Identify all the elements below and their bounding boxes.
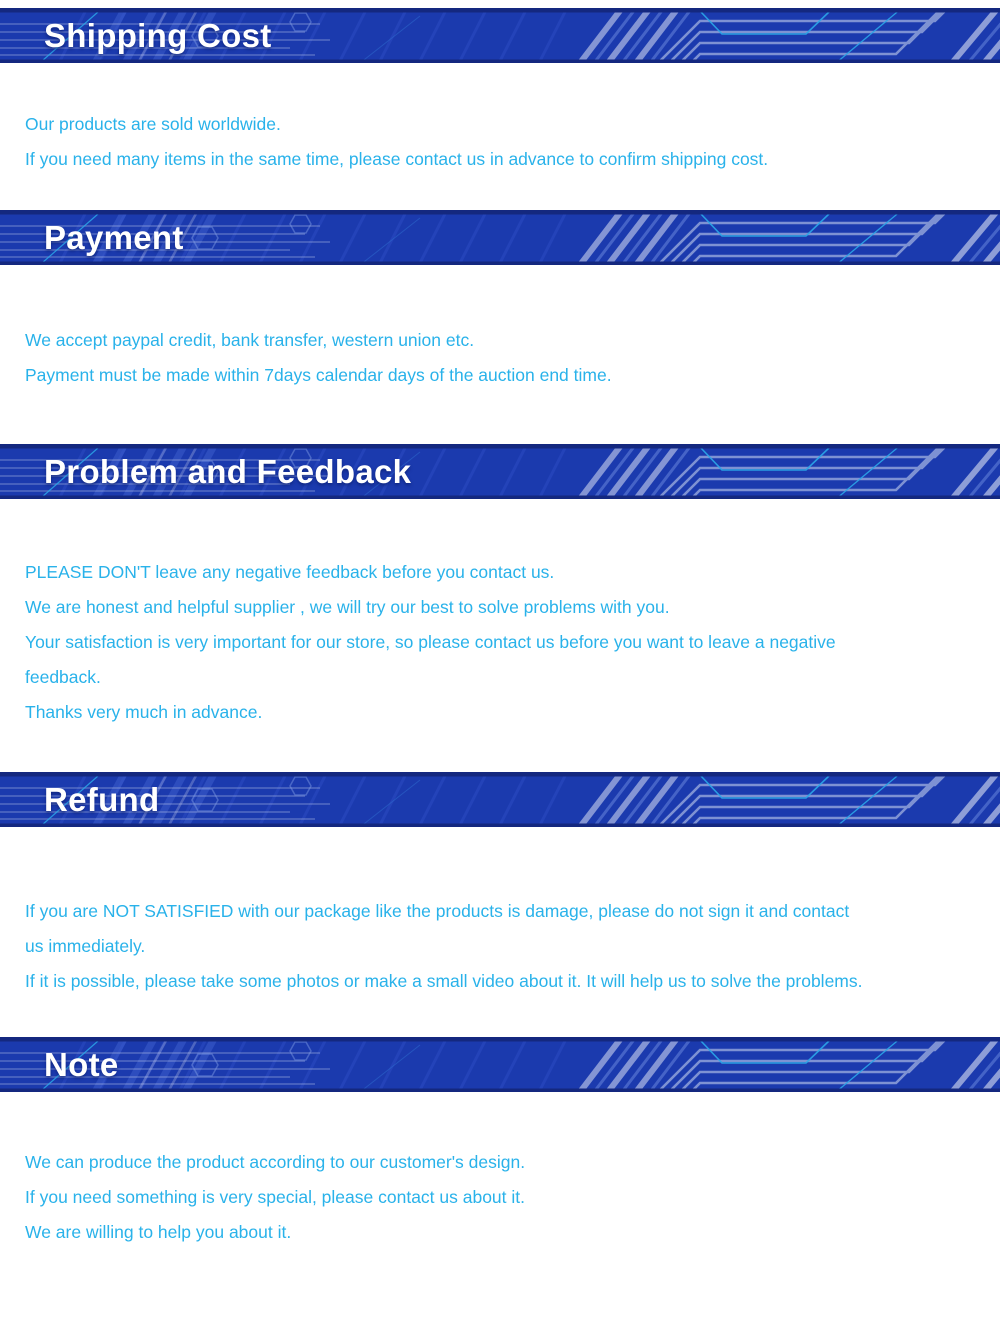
listing-description-page	[0, 8, 1000, 1319]
text-line: Thanks very much in advance.	[25, 702, 263, 722]
text-line: If you need something is very special, please contact us about it.	[25, 1187, 526, 1207]
section-banner-payment	[0, 210, 1000, 265]
section-body-refund	[0, 894, 1000, 999]
section-title-refund: Refund	[44, 781, 160, 818]
section-title-problem-feedback: Problem and Feedback	[44, 453, 412, 490]
section-body-payment	[0, 323, 1000, 393]
text-line: If you are NOT SATISFIED with our package like the products is damage, please do not sign it and contact	[25, 901, 850, 921]
section-banner-shipping-cost	[0, 8, 1000, 63]
text-line: We are willing to help you about it.	[25, 1222, 292, 1242]
section-body-note	[0, 1145, 1000, 1250]
text-line: Our products are sold worldwide.	[25, 114, 281, 134]
section-title-payment: Payment	[44, 219, 184, 256]
text-line: feedback.	[25, 667, 101, 687]
text-line: We are honest and helpful supplier , we will try our best to solve problems with you.	[25, 597, 670, 617]
section-body-problem-feedback	[0, 555, 1000, 730]
section-banner-refund	[0, 772, 1000, 827]
section-banner-note	[0, 1037, 1000, 1092]
text-line: If you need many items in the same time, please contact us in advance to confirm shipping cost.	[25, 149, 769, 169]
text-line: us immediately.	[25, 936, 146, 956]
text-line: Your satisfaction is very important for our store, so please contact us before you want to leave a negative	[25, 632, 836, 652]
text-line: We accept paypal credit, bank transfer, western union etc.	[25, 330, 475, 350]
section-title-shipping-cost: Shipping Cost	[44, 17, 272, 54]
text-line: Payment must be made within 7days calendar days of the auction end time.	[25, 365, 612, 385]
text-line: If it is possible, please take some photos or make a small video about it. It will help us to solve the problems.	[25, 971, 863, 991]
section-banner-problem-feedback	[0, 444, 1000, 499]
text-line: We can produce the product according to our customer's design.	[25, 1152, 526, 1172]
text-line: PLEASE DON'T leave any negative feedback before you contact us.	[25, 562, 555, 582]
section-body-shipping-cost	[0, 107, 1000, 177]
section-title-note: Note	[44, 1046, 119, 1083]
